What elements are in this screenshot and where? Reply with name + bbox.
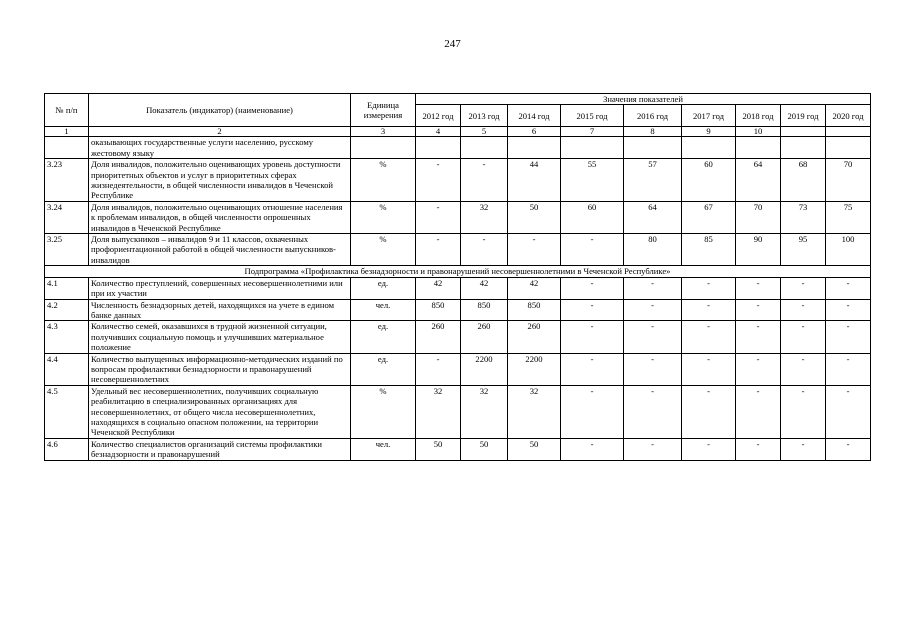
table-row	[45, 353, 871, 385]
row-unit: чел.	[351, 299, 416, 321]
row-value: -	[682, 385, 736, 438]
row-value: -	[561, 277, 624, 299]
row-value: -	[508, 234, 561, 266]
row-value: -	[416, 353, 461, 385]
header-year: 2015 год	[561, 105, 624, 127]
column-number: 7	[561, 127, 624, 137]
row-value: 260	[416, 321, 461, 353]
row-value	[561, 137, 624, 159]
column-number: 1	[45, 127, 89, 137]
column-number: 10	[736, 127, 781, 137]
row-value: -	[561, 353, 624, 385]
row-value: 80	[624, 234, 682, 266]
header-year: 2014 год	[508, 105, 561, 127]
column-number: 6	[508, 127, 561, 137]
row-value: 260	[508, 321, 561, 353]
row-value: 55	[561, 159, 624, 202]
row-indicator-name: Доля выпускников – инвалидов 9 и 11 классов, охваченных профориентационной работой в общей численности выпускников-инвалидов	[89, 234, 351, 266]
row-indicator-name: Количество преступлений, совершенных несовершеннолетними или при их участии	[89, 277, 351, 299]
row-number: 3.24	[45, 201, 89, 233]
row-unit: чел.	[351, 438, 416, 460]
row-value	[624, 137, 682, 159]
header-year: 2018 год	[736, 105, 781, 127]
page-number: 247	[444, 38, 461, 50]
row-value: 50	[508, 438, 561, 460]
row-value: 75	[826, 201, 871, 233]
row-value: -	[561, 438, 624, 460]
indicators-table	[44, 93, 871, 461]
row-value: -	[624, 299, 682, 321]
row-value: 60	[682, 159, 736, 202]
row-value: -	[826, 321, 871, 353]
row-value: 95	[781, 234, 826, 266]
row-value	[826, 137, 871, 159]
column-number: 9	[682, 127, 736, 137]
row-value: -	[682, 321, 736, 353]
row-indicator-name: Количество специалистов организаций системы профилактики безнадзорности и правонарушений	[89, 438, 351, 460]
column-number: 3	[351, 127, 416, 137]
table-row	[45, 137, 871, 159]
row-number: 4.6	[45, 438, 89, 460]
table-row	[45, 234, 871, 266]
row-value: -	[736, 353, 781, 385]
table-row	[45, 385, 871, 438]
row-value: -	[561, 299, 624, 321]
row-value: 100	[826, 234, 871, 266]
row-value: 67	[682, 201, 736, 233]
row-unit: ед.	[351, 353, 416, 385]
row-value: 850	[508, 299, 561, 321]
row-value: 85	[682, 234, 736, 266]
header-values: Значения показателей	[416, 94, 871, 105]
row-indicator-name: Доля инвалидов, положительно оценивающих отношение населения к проблемам инвалидов, в общей численности опрошенных инвалидов в Чеченской Республике	[89, 201, 351, 233]
row-number: 4.4	[45, 353, 89, 385]
row-value: -	[826, 299, 871, 321]
row-value: 32	[461, 385, 508, 438]
row-value: 73	[781, 201, 826, 233]
row-value: -	[736, 438, 781, 460]
row-value: 2200	[508, 353, 561, 385]
row-value: -	[624, 277, 682, 299]
row-value: -	[781, 385, 826, 438]
table-row	[45, 201, 871, 233]
subprogram-title: Подпрограмма «Профилактика безнадзорности и правонарушений несовершеннолетними в Чеченской Республике»	[45, 266, 871, 277]
column-number: 4	[416, 127, 461, 137]
row-value: -	[624, 438, 682, 460]
row-value: -	[826, 438, 871, 460]
header-no: № п/п	[45, 94, 89, 127]
table-row	[45, 438, 871, 460]
row-number	[45, 137, 89, 159]
row-value: -	[461, 159, 508, 202]
header-year: 2019 год	[781, 105, 826, 127]
row-value: 2200	[461, 353, 508, 385]
row-value: 50	[461, 438, 508, 460]
row-value	[508, 137, 561, 159]
row-value: -	[826, 385, 871, 438]
row-value: -	[826, 353, 871, 385]
row-value: 850	[416, 299, 461, 321]
table-row	[45, 159, 871, 202]
row-value: -	[736, 321, 781, 353]
row-unit: ед.	[351, 277, 416, 299]
column-number: 5	[461, 127, 508, 137]
column-number	[781, 127, 826, 137]
row-value: -	[624, 353, 682, 385]
column-number: 8	[624, 127, 682, 137]
row-value: -	[736, 385, 781, 438]
row-value: 70	[826, 159, 871, 202]
row-unit	[351, 137, 416, 159]
row-value	[736, 137, 781, 159]
row-value: -	[736, 299, 781, 321]
row-value: 90	[736, 234, 781, 266]
row-unit: ед.	[351, 321, 416, 353]
row-value: -	[461, 234, 508, 266]
row-number: 4.2	[45, 299, 89, 321]
row-value: -	[736, 277, 781, 299]
row-value: -	[781, 277, 826, 299]
column-number	[826, 127, 871, 137]
row-unit: %	[351, 385, 416, 438]
row-value: 32	[508, 385, 561, 438]
row-value: 57	[624, 159, 682, 202]
row-value: 32	[461, 201, 508, 233]
row-value: -	[682, 438, 736, 460]
row-value: -	[624, 321, 682, 353]
row-value: -	[416, 234, 461, 266]
subprogram-row	[45, 266, 871, 277]
row-value	[781, 137, 826, 159]
row-value: -	[561, 385, 624, 438]
row-value: -	[416, 159, 461, 202]
row-value	[461, 137, 508, 159]
row-value: -	[781, 299, 826, 321]
row-value: 42	[508, 277, 561, 299]
header-year: 2017 год	[682, 105, 736, 127]
row-indicator-name: Удельный вес несовершеннолетних, получивших социальную реабилитацию в специализированных организациях для несовершеннолетних, от общего числа несовершеннолетних, находящихся в социально опасном положении, на территории Чеченской Республики	[89, 385, 351, 438]
row-value: 44	[508, 159, 561, 202]
row-value: 64	[624, 201, 682, 233]
row-value: -	[826, 277, 871, 299]
row-value	[416, 137, 461, 159]
row-value: 42	[416, 277, 461, 299]
row-number: 4.5	[45, 385, 89, 438]
row-value: 32	[416, 385, 461, 438]
row-unit: %	[351, 201, 416, 233]
row-number: 4.3	[45, 321, 89, 353]
row-number: 3.25	[45, 234, 89, 266]
row-value: -	[682, 299, 736, 321]
row-indicator-name: Численность безнадзорных детей, находящихся на учете в едином банке данных	[89, 299, 351, 321]
row-unit: %	[351, 159, 416, 202]
row-value: -	[561, 321, 624, 353]
header-year: 2016 год	[624, 105, 682, 127]
row-value: 70	[736, 201, 781, 233]
row-number: 4.1	[45, 277, 89, 299]
row-value: -	[561, 234, 624, 266]
row-value: 68	[781, 159, 826, 202]
table-row	[45, 299, 871, 321]
row-value: -	[781, 438, 826, 460]
row-value: -	[781, 353, 826, 385]
column-number-row	[45, 127, 871, 137]
row-indicator-name: Количество семей, оказавшихся в трудной жизненной ситуации, получивших социальную помощь и улучшивших материальное положение	[89, 321, 351, 353]
row-value: -	[416, 201, 461, 233]
row-value: 50	[508, 201, 561, 233]
header-year: 2013 год	[461, 105, 508, 127]
row-value	[682, 137, 736, 159]
row-value: 64	[736, 159, 781, 202]
header-year: 2012 год	[416, 105, 461, 127]
row-unit: %	[351, 234, 416, 266]
row-indicator-name: Количество выпущенных информационно-методических изданий по вопросам профилактики безнадзорности и правонарушений несовершеннолетних	[89, 353, 351, 385]
row-value: 50	[416, 438, 461, 460]
row-value: 850	[461, 299, 508, 321]
row-value: -	[624, 385, 682, 438]
table-row	[45, 321, 871, 353]
row-indicator-name: Доля инвалидов, положительно оценивающих уровень доступности приоритетных объектов и услуг в приоритетных сферах жизнедеятельности, в общей численности инвалидов в Чеченской Республике	[89, 159, 351, 202]
table-row	[45, 277, 871, 299]
row-number: 3.23	[45, 159, 89, 202]
header-indicator: Показатель (индикатор) (наименование)	[89, 94, 351, 127]
row-value: 60	[561, 201, 624, 233]
row-indicator-name: оказывающих государственные услуги населению, русскому жестовому языку	[89, 137, 351, 159]
row-value: -	[682, 353, 736, 385]
row-value: -	[781, 321, 826, 353]
header-unit: Единица измерения	[351, 94, 416, 127]
row-value: 42	[461, 277, 508, 299]
row-value: 260	[461, 321, 508, 353]
column-number: 2	[89, 127, 351, 137]
header-year: 2020 год	[826, 105, 871, 127]
row-value: -	[682, 277, 736, 299]
